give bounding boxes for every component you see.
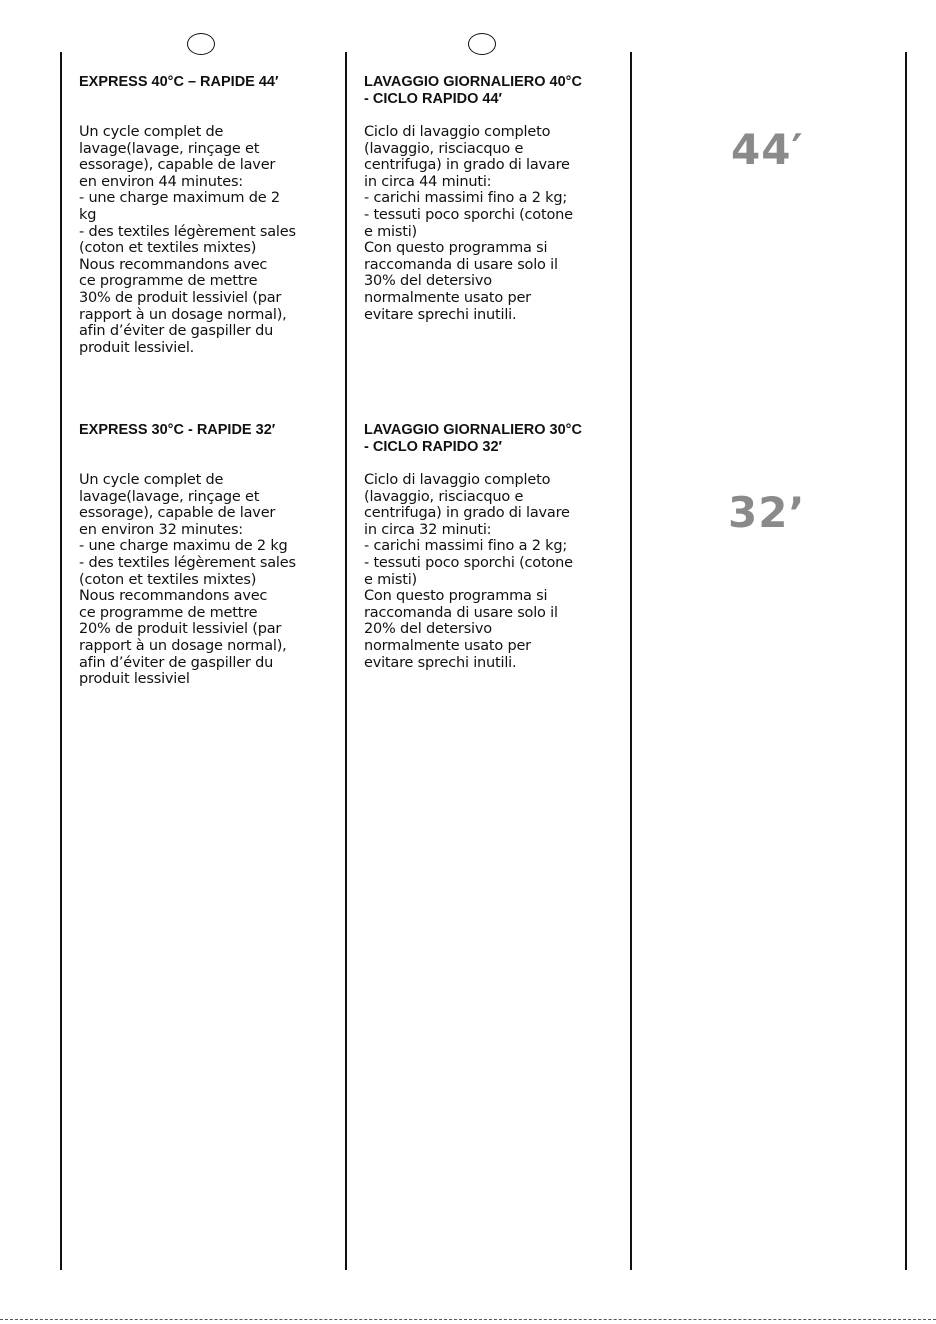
express-30-title-fr (79, 422, 341, 439)
page-bottom-rule (0, 1319, 936, 1320)
section-heading: LAVAGGIO GIORNALIERO 30°C - CICLO RAPIDO 32′ (364, 422, 582, 455)
express-40-description-it (364, 124, 626, 323)
express-30-title-it (364, 422, 626, 455)
section-body: Un cycle complet de lavage(lavage, rinçage et essorage), capable de laver en environ 44 minutes: - une charge maximum de 2 kg - des textiles légèrement sales (coton et textiles mixtes) Nous recommandons avec ce programme de mettre 30% de produit lessiviel (par rapport à un dosage normal), afin d’éviter de gaspiller du produit lessiviel. (79, 124, 296, 356)
section-body: Ciclo di lavaggio completo (lavaggio, risciacquo e centrifuga) in grado di lavare in circa 44 minuti: - carichi massimi fino a 2 kg; - tessuti poco sporchi (cotone e misti) Con questo programma si raccomanda di usare solo il 30% del detersivo normalmente usato per evitare sprechi inutili. (364, 124, 573, 323)
express-40-title-fr (79, 74, 341, 91)
section-heading: EXPRESS 30°C - RAPIDE 32′ (79, 422, 276, 438)
express-40-description-fr (79, 124, 341, 356)
language-marker-italian (468, 33, 496, 55)
language-marker-french (187, 33, 215, 55)
section-heading: EXPRESS 40°C – RAPIDE 44′ (79, 74, 279, 90)
duration-32-label: 32’ (728, 488, 806, 537)
column-divider-middle (345, 52, 347, 1270)
express-30-description-fr (79, 472, 341, 688)
section-body: Ciclo di lavaggio completo (lavaggio, risciacquo e centrifuga) in grado di lavare in circa 32 minuti: - carichi massimi fino a 2 kg; - tessuti poco sporchi (cotone e misti) Con questo programma si raccomanda di usare solo il 20% del detersivo normalmente usato per evitare sprechi inutili. (364, 472, 573, 671)
column-divider-right (630, 52, 632, 1270)
column-divider-outer (905, 52, 907, 1270)
section-body: Un cycle complet de lavage(lavage, rinçage et essorage), capable de laver en environ 32 minutes: - une charge maximu de 2 kg - des textiles légèrement sales (coton et textiles mixtes) Nous recommandons avec ce programme de mettre 20% de produit lessiviel (par rapport à un dosage normal), afin d’éviter de gaspiller du produit lessiviel (79, 472, 296, 688)
column-divider-left (60, 52, 62, 1270)
duration-44-label: 44′ (731, 125, 804, 174)
express-40-title-it (364, 74, 626, 107)
section-heading: LAVAGGIO GIORNALIERO 40°C - CICLO RAPIDO 44′ (364, 74, 582, 107)
express-30-description-it (364, 472, 626, 671)
